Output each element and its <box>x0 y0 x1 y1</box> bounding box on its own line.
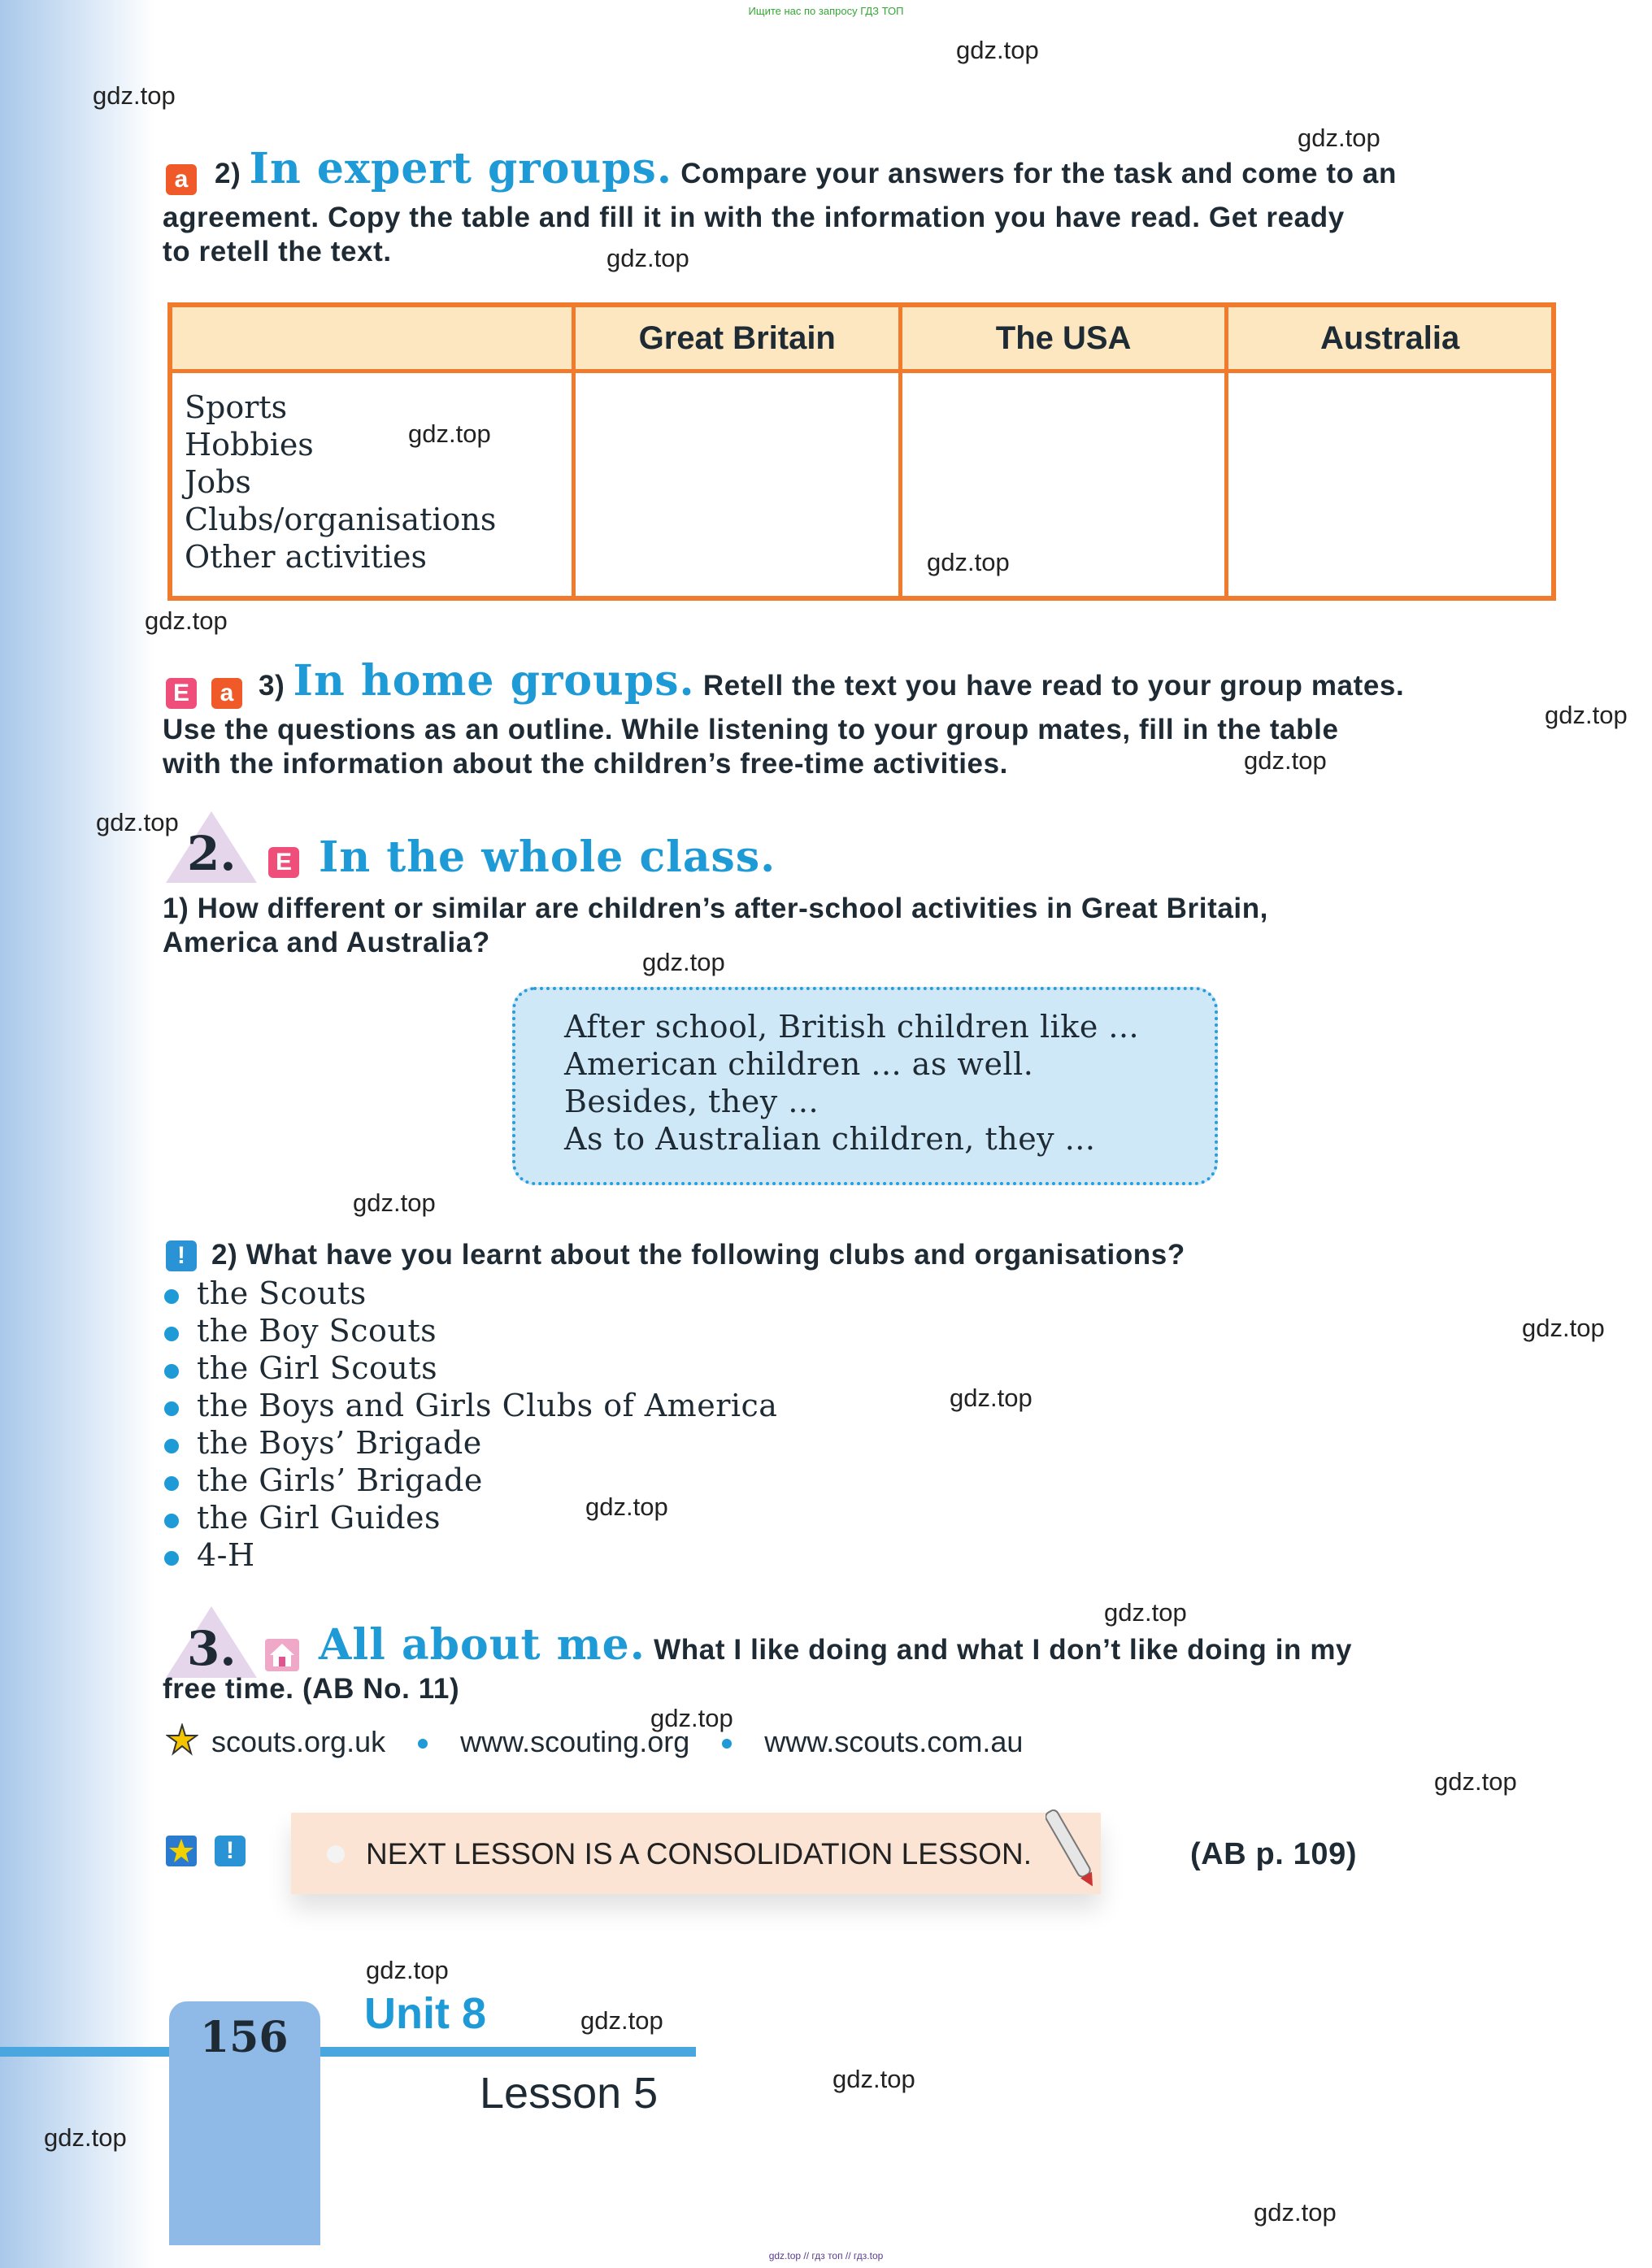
question-text: 2) What have you learnt about the following clubs and organisations? <box>211 1239 1185 1271</box>
task-text-line: with the information about the children’s free-time activities. <box>163 748 1008 780</box>
watermark: gdz.top <box>1434 1767 1517 1796</box>
watermark: gdz.top <box>44 2123 127 2152</box>
speaking-icon: E <box>268 847 299 878</box>
watermark: gdz.top <box>1298 124 1380 152</box>
circle-icon <box>327 1845 345 1863</box>
watermark: gdz.top <box>585 1492 668 1521</box>
list-item: the Scouts <box>163 1275 777 1312</box>
watermark: gdz.top <box>1522 1314 1605 1342</box>
group-work-icon: a <box>166 164 197 195</box>
task-text-line: agreement. Copy the table and fill it in with the information you have read. Get ready <box>163 202 1345 233</box>
task-text-line: free time. (AB No. 11) <box>163 1673 460 1705</box>
prompt-line: As to Australian children, they ... <box>564 1121 1096 1157</box>
watermark: gdz.top <box>93 81 176 110</box>
task-text-line: to retell the text. <box>163 236 392 267</box>
list-item: the Girl Scouts <box>163 1349 777 1387</box>
separator-dot <box>722 1739 732 1749</box>
home-icon <box>265 1639 299 1671</box>
row-label: Other activities <box>185 539 428 575</box>
link[interactable]: scouts.org.uk <box>211 1725 386 1758</box>
exercise-heading: All about me. <box>319 1620 646 1670</box>
prompt-line: Besides, they ... <box>564 1084 819 1119</box>
star-icon <box>166 1836 197 1866</box>
pen-icon <box>1046 1798 1094 1896</box>
workbook-reference: (AB p. 109) <box>1190 1837 1358 1871</box>
speech-prompt-bubble <box>512 987 1218 1185</box>
links-row <box>211 1725 1023 1759</box>
footer-line <box>0 2047 696 2057</box>
watermark: gdz.top <box>580 2006 663 2035</box>
link[interactable]: www.scouts.com.au <box>764 1725 1024 1758</box>
table-cell <box>900 371 1226 599</box>
expert-groups-task <box>215 144 1459 193</box>
speaking-icon: E <box>166 678 197 709</box>
watermark: gdz.top <box>408 419 491 448</box>
row-label: Sports <box>185 389 288 425</box>
exclamation-icon: ! <box>215 1836 246 1866</box>
exercise-heading: In the whole class. <box>319 832 776 882</box>
organisations-list <box>163 1275 777 1574</box>
section-heading: In home groups. <box>293 656 695 706</box>
question-text: America and Australia? <box>163 927 490 958</box>
row-label: Hobbies <box>185 427 314 463</box>
table-cell <box>1227 371 1554 599</box>
question-text: 1) How different or similar are children’s after-school activities in Great Britain, <box>163 893 1269 924</box>
watermark: gdz.top <box>366 1956 449 1984</box>
row-labels-cell <box>170 371 574 599</box>
exercise-number: 3. <box>187 1621 237 1676</box>
prompt-line: American children ... as well. <box>564 1046 1034 1082</box>
next-lesson-text: NEXT LESSON IS A CONSOLIDATION LESSON. <box>366 1837 1032 1870</box>
task-text-line: Retell the text you have read to your group mates. <box>702 670 1405 702</box>
watermark: gdz.top <box>956 36 1039 64</box>
next-lesson-card <box>291 1813 1101 1894</box>
table-header-cell: Australia <box>1227 305 1554 371</box>
watermark: gdz.top <box>96 808 179 836</box>
exclamation-icon: ! <box>166 1240 197 1271</box>
lesson-label: Lesson 5 <box>480 2069 659 2118</box>
table-cell <box>574 371 901 599</box>
task-text-line: Compare your answers for the task and come to an <box>680 158 1397 189</box>
all-about-me-task <box>319 1620 1353 1670</box>
watermark: gdz.top <box>1104 1598 1187 1627</box>
activities-table <box>167 302 1556 601</box>
table-header-cell: The USA <box>900 305 1226 371</box>
link[interactable]: www.scouting.org <box>460 1725 690 1758</box>
section-heading: In expert groups. <box>249 144 672 193</box>
table-header-cell: Great Britain <box>574 305 901 371</box>
watermark: gdz.top <box>833 2065 915 2093</box>
unit-label: Unit 8 <box>364 1989 487 2038</box>
list-item: the Boys’ Brigade <box>163 1424 777 1462</box>
table-header-row <box>170 305 1554 371</box>
home-groups-task <box>259 656 1405 706</box>
list-item: 4-H <box>163 1536 777 1574</box>
prompt-line: After school, British children like ... <box>564 1009 1140 1045</box>
watermark: gdz.top <box>353 1188 436 1217</box>
task-text-line: What I like doing and what I don’t like doing in my <box>654 1634 1353 1666</box>
exercise-number: 2. <box>187 826 237 881</box>
list-item: the Girls’ Brigade <box>163 1462 777 1499</box>
row-label: Clubs/organisations <box>185 502 497 537</box>
top-note: Ищите нас по запросу ГДЗ ТОП <box>748 5 904 17</box>
watermark: gdz.top <box>1545 701 1628 729</box>
group-work-icon: a <box>211 678 242 709</box>
watermark: gdz.top <box>950 1384 1032 1412</box>
watermark: gdz.top <box>642 948 725 976</box>
watermark: gdz.top <box>650 1704 733 1732</box>
separator-dot <box>418 1739 428 1749</box>
table-row <box>170 371 1554 599</box>
list-item: the Girl Guides <box>163 1499 777 1536</box>
task-text-line: Use the questions as an outline. While listening to your group mates, fill in the table <box>163 714 1339 745</box>
item-number: 3) <box>259 670 285 702</box>
watermark: gdz.top <box>606 244 689 272</box>
table-header-cell <box>170 305 574 371</box>
row-label: Jobs <box>185 464 251 500</box>
list-item: the Boys and Girls Clubs of America <box>163 1387 777 1424</box>
scouts-emblem-icon <box>166 1723 198 1756</box>
watermark: gdz.top <box>927 548 1010 576</box>
list-item: the Boy Scouts <box>163 1312 777 1349</box>
page-number: 156 <box>200 2013 289 2062</box>
item-number: 2) <box>215 158 241 189</box>
bottom-note: gdz.top // гдз топ // гдз.top <box>768 2250 884 2261</box>
left-margin-band <box>0 0 154 2268</box>
watermark: gdz.top <box>1244 746 1327 775</box>
watermark: gdz.top <box>145 606 228 635</box>
watermark: gdz.top <box>1254 2198 1337 2227</box>
